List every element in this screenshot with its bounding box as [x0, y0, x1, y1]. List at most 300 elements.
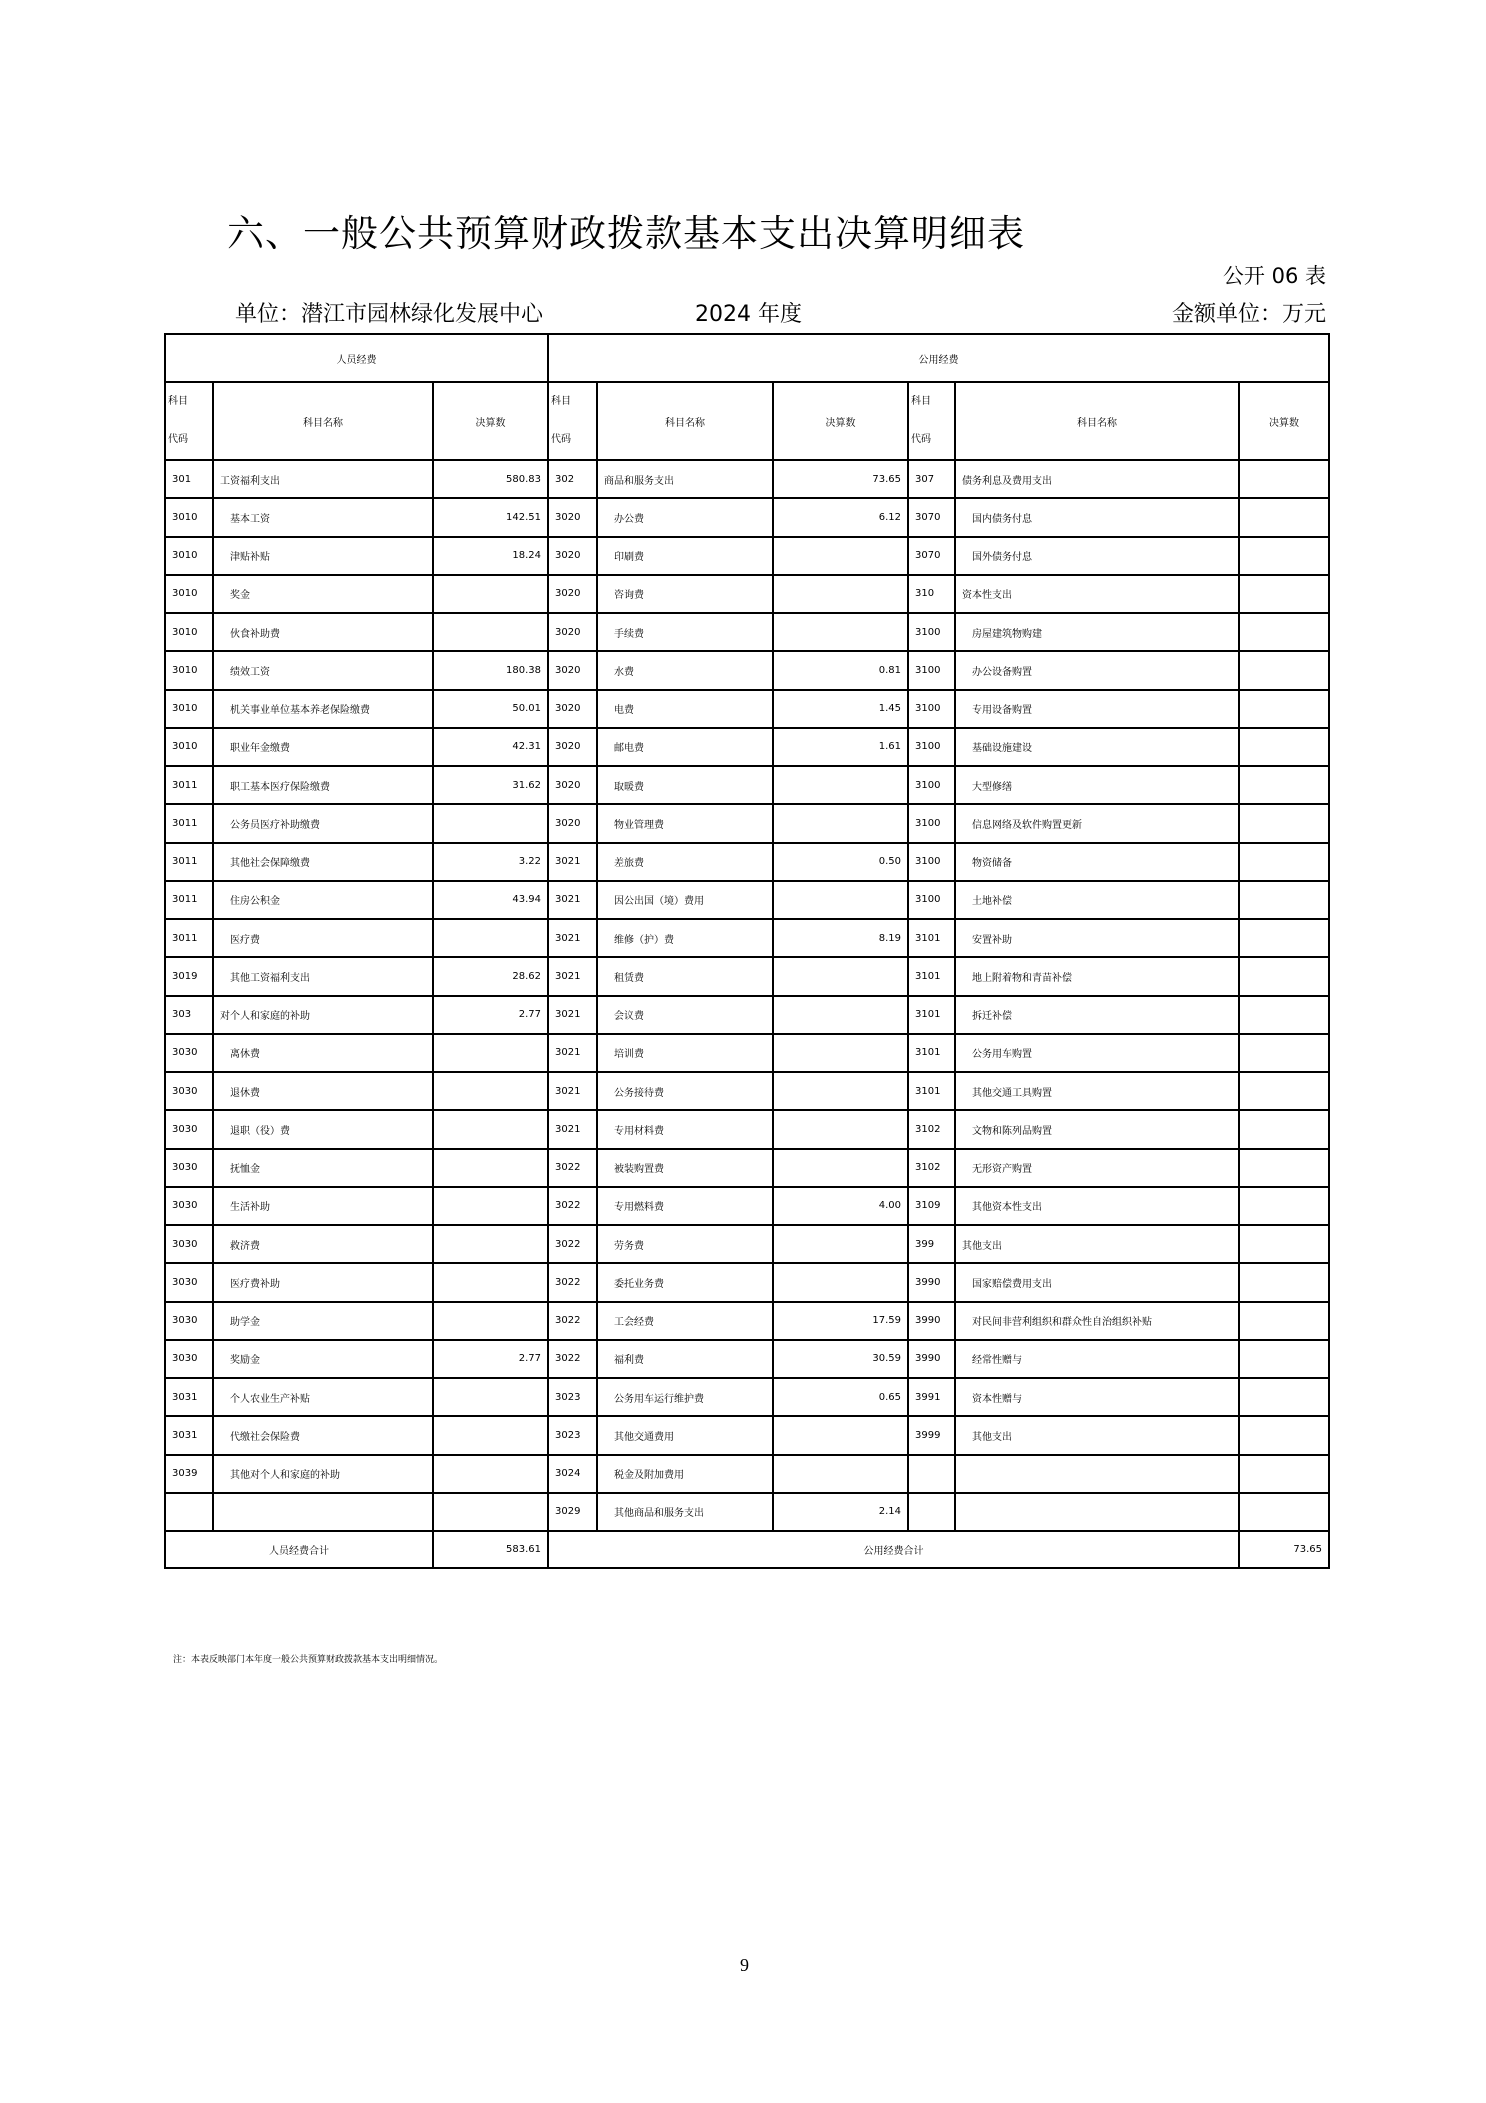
table-row	[165, 843, 1329, 881]
item-name: 奖励金	[213, 1340, 433, 1378]
item-name: 邮电费	[597, 728, 773, 766]
item-code: 3070	[908, 537, 955, 575]
item-amount	[773, 766, 908, 804]
item-code: 3031	[165, 1378, 213, 1416]
item-amount	[1239, 1149, 1329, 1187]
year-label: 2024 年度	[695, 302, 802, 327]
item-name: 手续费	[597, 613, 773, 651]
item-name: 其他交通工具购置	[955, 1072, 1239, 1110]
col-code-line2: 代码	[168, 434, 188, 445]
col-code-line2: 代码	[551, 434, 571, 445]
item-name: 绩效工资	[213, 651, 433, 689]
item-code: 3010	[165, 728, 213, 766]
item-name: 机关事业单位基本养老保险缴费	[213, 690, 433, 728]
form-number: 公开 06 表	[1222, 264, 1326, 288]
item-code: 3030	[165, 1072, 213, 1110]
item-name: 信息网络及软件购置更新	[955, 804, 1239, 842]
item-name: 住房公积金	[213, 881, 433, 919]
item-amount	[1239, 728, 1329, 766]
item-name: 安置补助	[955, 919, 1239, 957]
item-code: 3030	[165, 1263, 213, 1301]
item-name: 福利费	[597, 1340, 773, 1378]
item-name: 印刷费	[597, 537, 773, 575]
col-code-header	[165, 382, 213, 460]
item-code: 3100	[908, 804, 955, 842]
item-name: 办公费	[597, 498, 773, 536]
item-amount	[773, 613, 908, 651]
item-amount	[433, 1225, 548, 1263]
unit-label: 单位：潜江市园林绿化发展中心	[235, 302, 544, 327]
item-code: 3039	[165, 1455, 213, 1493]
item-name: 被装购置费	[597, 1149, 773, 1187]
table-row	[165, 919, 1329, 957]
item-name: 津贴补贴	[213, 537, 433, 575]
item-name: 无形资产购置	[955, 1149, 1239, 1187]
item-code: 3011	[165, 919, 213, 957]
table-row	[165, 537, 1329, 575]
item-code: 3102	[908, 1149, 955, 1187]
item-name: 地上附着物和青苗补偿	[955, 957, 1239, 995]
item-amount: 50.01	[433, 690, 548, 728]
item-name: 劳务费	[597, 1225, 773, 1263]
item-code: 3101	[908, 957, 955, 995]
item-name: 因公出国（境）费用	[597, 881, 773, 919]
item-amount	[1239, 1187, 1329, 1225]
item-code: 3021	[548, 1110, 597, 1148]
item-amount	[1239, 537, 1329, 575]
item-code: 3021	[548, 843, 597, 881]
item-code: 3020	[548, 537, 597, 575]
item-code: 3990	[908, 1302, 955, 1340]
item-name: 国家赔偿费用支出	[955, 1263, 1239, 1301]
item-amount	[433, 804, 548, 842]
total-public-value: 73.65	[1239, 1531, 1329, 1568]
item-name: 培训费	[597, 1034, 773, 1072]
item-name: 其他支出	[955, 1416, 1239, 1454]
item-name: 专用材料费	[597, 1110, 773, 1148]
item-name: 离休费	[213, 1034, 433, 1072]
item-amount: 6.12	[773, 498, 908, 536]
col-name-header: 科目名称	[955, 382, 1239, 460]
item-code: 3022	[548, 1340, 597, 1378]
item-name: 国外债务付息	[955, 537, 1239, 575]
item-code: 3020	[548, 498, 597, 536]
item-amount	[773, 881, 908, 919]
item-code: 3020	[548, 613, 597, 651]
item-code: 3100	[908, 613, 955, 651]
item-name: 医疗费补助	[213, 1263, 433, 1301]
item-amount	[1239, 613, 1329, 651]
col-amount-header: 决算数	[1239, 382, 1329, 460]
item-amount: 28.62	[433, 957, 548, 995]
item-code: 307	[908, 460, 955, 498]
item-code: 301	[165, 460, 213, 498]
table-row	[165, 957, 1329, 995]
table-row	[165, 728, 1329, 766]
item-code: 3109	[908, 1187, 955, 1225]
item-name: 资本性赠与	[955, 1378, 1239, 1416]
item-amount	[1239, 1034, 1329, 1072]
item-amount	[773, 1225, 908, 1263]
item-name: 奖金	[213, 575, 433, 613]
item-code: 3101	[908, 1034, 955, 1072]
item-name: 其他资本性支出	[955, 1187, 1239, 1225]
table-row	[165, 1340, 1329, 1378]
item-code: 3011	[165, 881, 213, 919]
item-name: 大型修缮	[955, 766, 1239, 804]
item-code: 3019	[165, 957, 213, 995]
item-name: 其他对个人和家庭的补助	[213, 1455, 433, 1493]
col-code-line1: 科目	[168, 396, 188, 407]
item-name: 个人农业生产补贴	[213, 1378, 433, 1416]
item-name: 退休费	[213, 1072, 433, 1110]
item-code: 3031	[165, 1416, 213, 1454]
item-code: 3030	[165, 1302, 213, 1340]
item-code: 3021	[548, 919, 597, 957]
item-amount: 142.51	[433, 498, 548, 536]
item-name: 代缴社会保险费	[213, 1416, 433, 1454]
item-name: 委托业务费	[597, 1263, 773, 1301]
item-amount	[433, 919, 548, 957]
item-amount	[1239, 1110, 1329, 1148]
item-code: 3021	[548, 957, 597, 995]
item-amount	[1239, 919, 1329, 957]
group-personnel-header: 人员经费	[165, 334, 548, 382]
item-name: 对个人和家庭的补助	[213, 996, 433, 1034]
item-name: 基本工资	[213, 498, 433, 536]
item-amount	[773, 1034, 908, 1072]
col-code-line2: 代码	[911, 434, 931, 445]
item-amount: 2.14	[773, 1493, 908, 1531]
item-amount	[1239, 881, 1329, 919]
item-name: 助学金	[213, 1302, 433, 1340]
item-amount	[773, 537, 908, 575]
item-name: 公务员医疗补助缴费	[213, 804, 433, 842]
item-code: 3010	[165, 575, 213, 613]
item-name: 租赁费	[597, 957, 773, 995]
item-amount: 0.81	[773, 651, 908, 689]
item-amount	[773, 1455, 908, 1493]
item-amount: 8.19	[773, 919, 908, 957]
item-amount	[1239, 843, 1329, 881]
item-name: 水费	[597, 651, 773, 689]
item-code: 3070	[908, 498, 955, 536]
table-row	[165, 1187, 1329, 1225]
item-amount	[1239, 766, 1329, 804]
item-amount: 31.62	[433, 766, 548, 804]
item-code: 3022	[548, 1187, 597, 1225]
item-code: 3100	[908, 881, 955, 919]
item-amount	[1239, 996, 1329, 1034]
table-row	[165, 1072, 1329, 1110]
item-code: 3011	[165, 843, 213, 881]
item-amount	[433, 1149, 548, 1187]
item-amount	[773, 957, 908, 995]
item-code: 3010	[165, 537, 213, 575]
item-code: 3023	[548, 1416, 597, 1454]
item-amount	[773, 996, 908, 1034]
item-amount	[773, 804, 908, 842]
item-amount: 18.24	[433, 537, 548, 575]
table-row	[165, 651, 1329, 689]
item-name: 咨询费	[597, 575, 773, 613]
item-name: 公务用车运行维护费	[597, 1378, 773, 1416]
total-row	[165, 1531, 1329, 1568]
col-amount-header: 决算数	[773, 382, 908, 460]
item-amount	[1239, 498, 1329, 536]
item-name: 取暖费	[597, 766, 773, 804]
item-amount	[1239, 804, 1329, 842]
item-name: 其他商品和服务支出	[597, 1493, 773, 1531]
item-code: 3011	[165, 766, 213, 804]
item-amount	[433, 575, 548, 613]
item-name: 税金及附加费用	[597, 1455, 773, 1493]
col-code-header	[908, 382, 955, 460]
item-code: 3010	[165, 690, 213, 728]
item-amount	[433, 1034, 548, 1072]
item-amount	[433, 1416, 548, 1454]
item-name: 物业管理费	[597, 804, 773, 842]
col-amount-header: 决算数	[433, 382, 548, 460]
item-amount: 1.61	[773, 728, 908, 766]
total-personnel-value: 583.61	[433, 1531, 548, 1568]
item-amount	[433, 1110, 548, 1148]
total-personnel-label: 人员经费合计	[165, 1531, 433, 1568]
item-name: 其他工资福利支出	[213, 957, 433, 995]
item-name: 债务利息及费用支出	[955, 460, 1239, 498]
item-amount	[1239, 651, 1329, 689]
item-code: 3020	[548, 690, 597, 728]
item-code: 303	[165, 996, 213, 1034]
item-amount	[773, 1110, 908, 1148]
item-code: 3101	[908, 1072, 955, 1110]
item-name: 抚恤金	[213, 1149, 433, 1187]
item-amount	[1239, 1493, 1329, 1531]
item-amount: 180.38	[433, 651, 548, 689]
item-name: 工资福利支出	[213, 460, 433, 498]
item-name: 救济费	[213, 1225, 433, 1263]
item-code: 3011	[165, 804, 213, 842]
item-code: 3010	[165, 498, 213, 536]
table-row	[165, 1263, 1329, 1301]
col-code-line1: 科目	[911, 396, 931, 407]
table-row	[165, 1455, 1329, 1493]
item-name: 医疗费	[213, 919, 433, 957]
item-name: 基础设施建设	[955, 728, 1239, 766]
item-name: 对民间非营利组织和群众性自治组织补贴	[955, 1302, 1239, 1340]
item-amount: 0.65	[773, 1378, 908, 1416]
item-amount	[773, 1263, 908, 1301]
item-code: 3022	[548, 1263, 597, 1301]
item-name: 其他交通费用	[597, 1416, 773, 1454]
item-code: 3022	[548, 1149, 597, 1187]
item-amount: 2.77	[433, 996, 548, 1034]
table-row	[165, 498, 1329, 536]
table-row	[165, 1110, 1329, 1148]
item-amount: 4.00	[773, 1187, 908, 1225]
item-code	[908, 1493, 955, 1531]
group-header-row	[165, 334, 1329, 382]
table-row	[165, 1416, 1329, 1454]
item-amount: 3.22	[433, 843, 548, 881]
item-amount	[433, 1378, 548, 1416]
item-amount	[433, 1263, 548, 1301]
item-code: 3021	[548, 1034, 597, 1072]
item-amount	[1239, 1340, 1329, 1378]
item-name: 生活补助	[213, 1187, 433, 1225]
item-name: 伙食补助费	[213, 613, 433, 651]
item-amount	[433, 1455, 548, 1493]
item-amount: 0.50	[773, 843, 908, 881]
item-name: 会议费	[597, 996, 773, 1034]
item-amount	[1239, 1225, 1329, 1263]
item-amount: 30.59	[773, 1340, 908, 1378]
item-amount	[433, 613, 548, 651]
item-amount	[773, 575, 908, 613]
item-name: 物资储备	[955, 843, 1239, 881]
col-name-header: 科目名称	[597, 382, 773, 460]
item-name: 其他社会保障缴费	[213, 843, 433, 881]
item-code: 3010	[165, 651, 213, 689]
table-row	[165, 1225, 1329, 1263]
item-code	[165, 1493, 213, 1531]
item-amount: 43.94	[433, 881, 548, 919]
col-code-header	[548, 382, 597, 460]
col-code-line1: 科目	[551, 396, 571, 407]
item-code: 3021	[548, 1072, 597, 1110]
table-row	[165, 1149, 1329, 1187]
item-amount	[433, 1187, 548, 1225]
item-code: 3030	[165, 1187, 213, 1225]
item-code: 3023	[548, 1378, 597, 1416]
item-code: 3021	[548, 881, 597, 919]
table-row	[165, 1302, 1329, 1340]
table-row	[165, 996, 1329, 1034]
item-name	[213, 1493, 433, 1531]
item-amount	[433, 1072, 548, 1110]
item-code: 3100	[908, 690, 955, 728]
item-amount	[1239, 1455, 1329, 1493]
item-amount	[773, 1416, 908, 1454]
item-code: 3030	[165, 1110, 213, 1148]
item-name: 其他支出	[955, 1225, 1239, 1263]
item-code: 3024	[548, 1455, 597, 1493]
item-code: 3020	[548, 766, 597, 804]
item-code: 3020	[548, 804, 597, 842]
item-name: 电费	[597, 690, 773, 728]
item-name: 专用设备购置	[955, 690, 1239, 728]
item-code: 3020	[548, 728, 597, 766]
item-amount	[1239, 1072, 1329, 1110]
item-amount	[1239, 1302, 1329, 1340]
total-public-label: 公用经费合计	[548, 1531, 1239, 1568]
item-amount	[1239, 957, 1329, 995]
item-code: 3990	[908, 1340, 955, 1378]
item-amount: 42.31	[433, 728, 548, 766]
item-name	[955, 1493, 1239, 1531]
item-name	[955, 1455, 1239, 1493]
item-name: 维修（护）费	[597, 919, 773, 957]
item-code: 310	[908, 575, 955, 613]
item-name: 文物和陈列品购置	[955, 1110, 1239, 1148]
item-code: 3030	[165, 1340, 213, 1378]
item-code: 3029	[548, 1493, 597, 1531]
item-amount: 17.59	[773, 1302, 908, 1340]
group-public-header: 公用经费	[548, 334, 1329, 382]
item-code: 3030	[165, 1149, 213, 1187]
item-name: 拆迁补偿	[955, 996, 1239, 1034]
item-code: 3990	[908, 1263, 955, 1301]
table-row	[165, 1378, 1329, 1416]
item-code: 3020	[548, 651, 597, 689]
item-code: 3100	[908, 843, 955, 881]
table-row	[165, 766, 1329, 804]
table-row	[165, 804, 1329, 842]
budget-table	[164, 333, 1330, 1569]
table-row	[165, 575, 1329, 613]
item-amount	[1239, 690, 1329, 728]
table-row	[165, 1034, 1329, 1072]
table-row	[165, 613, 1329, 651]
item-amount: 73.65	[773, 460, 908, 498]
item-code: 3100	[908, 766, 955, 804]
col-name-header: 科目名称	[213, 382, 433, 460]
item-name: 工会经费	[597, 1302, 773, 1340]
table-row	[165, 881, 1329, 919]
item-name: 退职（役）费	[213, 1110, 433, 1148]
item-name: 商品和服务支出	[597, 460, 773, 498]
item-name: 土地补偿	[955, 881, 1239, 919]
item-code: 3101	[908, 996, 955, 1034]
item-code: 3991	[908, 1378, 955, 1416]
item-amount	[1239, 1378, 1329, 1416]
item-code: 399	[908, 1225, 955, 1263]
money-unit-label: 金额单位：万元	[1171, 302, 1326, 327]
item-name: 专用燃料费	[597, 1187, 773, 1225]
item-code: 302	[548, 460, 597, 498]
item-code: 3100	[908, 651, 955, 689]
item-name: 经常性赠与	[955, 1340, 1239, 1378]
column-header-row	[165, 382, 1329, 460]
item-code: 3100	[908, 728, 955, 766]
item-code: 3030	[165, 1034, 213, 1072]
item-amount	[773, 1149, 908, 1187]
item-amount: 1.45	[773, 690, 908, 728]
item-code: 3020	[548, 575, 597, 613]
item-name: 公务接待费	[597, 1072, 773, 1110]
item-code: 3021	[548, 996, 597, 1034]
footnote: 注：本表反映部门本年度一般公共预算财政拨款基本支出明细情况。	[173, 1655, 444, 1665]
item-amount: 580.83	[433, 460, 548, 498]
item-code: 3022	[548, 1225, 597, 1263]
item-name: 差旅费	[597, 843, 773, 881]
item-code: 3102	[908, 1110, 955, 1148]
item-amount	[1239, 575, 1329, 613]
item-code: 3010	[165, 613, 213, 651]
table-row	[165, 460, 1329, 498]
item-code: 3101	[908, 919, 955, 957]
page-title: 六、一般公共预算财政拨款基本支出决算明细表	[227, 212, 1025, 255]
item-name: 办公设备购置	[955, 651, 1239, 689]
item-amount	[1239, 1416, 1329, 1454]
item-name: 国内债务付息	[955, 498, 1239, 536]
item-amount	[1239, 1263, 1329, 1301]
item-code: 3030	[165, 1225, 213, 1263]
page-number: 9	[740, 1955, 749, 1975]
item-code	[908, 1455, 955, 1493]
item-code: 3999	[908, 1416, 955, 1454]
item-name: 房屋建筑物购建	[955, 613, 1239, 651]
